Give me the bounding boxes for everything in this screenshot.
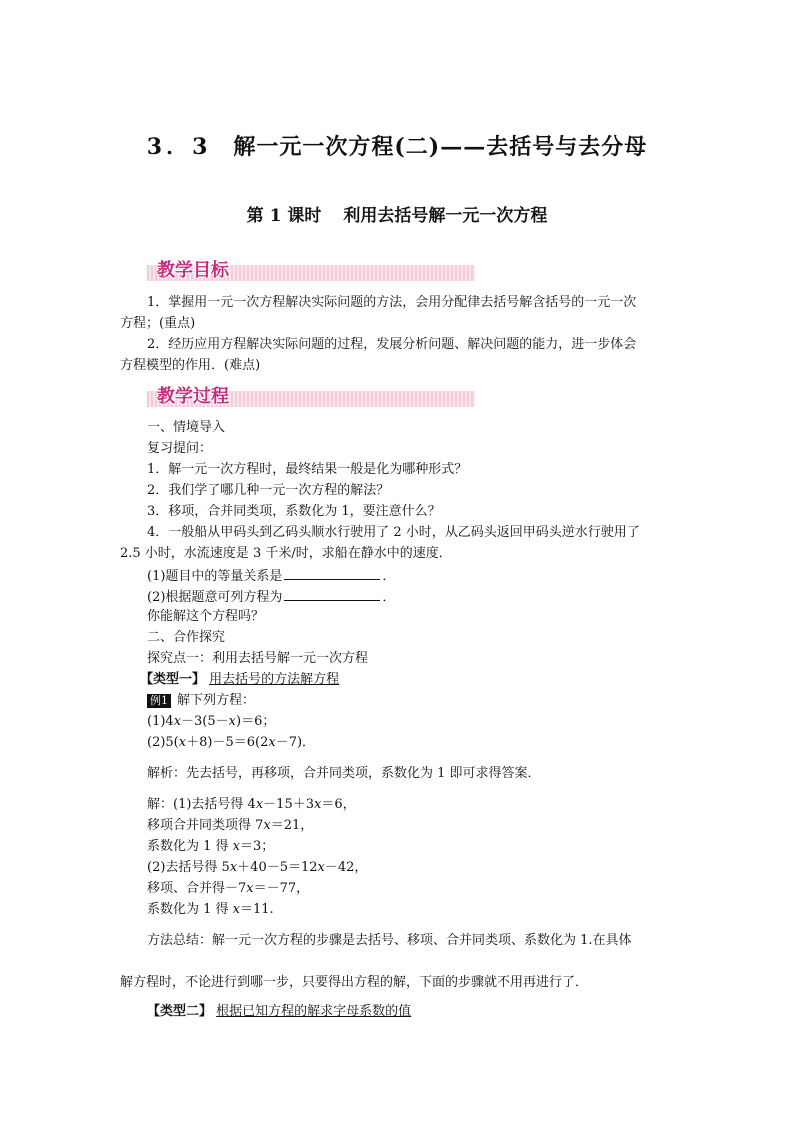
sol-var: x	[229, 860, 238, 875]
method-summary-line-1: 方法总结：解一元一次方程的步骤是去括号、移项、合并同类项、系数化为 1.在具体	[147, 933, 632, 948]
solution-line-1	[147, 797, 356, 813]
question-4-line-1: 4．一般船从甲码头到乙码头顺水行驶用了 2 小时，从乙码头返回甲码头逆水行驶用了	[147, 525, 640, 540]
eq-part: )＝6；	[236, 714, 276, 729]
sol-var: x	[246, 881, 254, 896]
sol-part: (2)去括号得 5	[147, 860, 230, 875]
sol-part: －15＋3	[263, 797, 314, 812]
question-3: 3．移项，合并同类项，系数化为 1，要注意什么？	[147, 504, 441, 519]
sol-part: 系数化为 1 得	[147, 902, 233, 917]
section-number: 3．3	[146, 134, 212, 160]
section-2-heading: 二、合作探究	[147, 630, 226, 645]
lesson-title: 利用去括号解一元一次方程	[343, 206, 548, 226]
section-1-heading: 一、情境导入	[147, 420, 226, 435]
type-1-tag: 【类型一】	[140, 672, 206, 687]
sol-part: 移项、合并得－7	[147, 881, 247, 896]
question-4-line-2: 2.5 小时，水流速度是 3 千米/时，求船在静水中的速度．	[120, 546, 452, 561]
question-2: 2．我们学了哪几种一元一次方程的解法？	[147, 483, 390, 498]
goal-2-line-2: 方程模型的作用．(难点)	[120, 358, 261, 373]
period: ．	[382, 590, 396, 605]
example-1	[147, 693, 255, 709]
goal-1-line-2: 方程；(重点)	[120, 316, 196, 331]
sol-var: x	[232, 839, 241, 854]
goals-banner-label: 教学目标	[157, 260, 229, 281]
sol-part: ＝－77，	[253, 881, 310, 896]
sol-part: 移项合并同类项得 7	[147, 818, 264, 833]
lesson-number: 第 1 课时	[246, 206, 322, 226]
sol-part: ＝11.	[240, 902, 274, 917]
question-4b-text: (2)根据题意可列方程为	[147, 590, 283, 605]
equation-2	[147, 735, 315, 751]
explore-point-1: 探究点一：利用去括号解一元一次方程	[147, 651, 369, 666]
eq-part: －3(5－	[181, 714, 229, 729]
sol-var: x	[263, 818, 271, 833]
section-title: 解一元一次方程(二)——去括号与去分母	[233, 134, 648, 160]
process-banner	[147, 385, 475, 409]
question-1: 1．解一元一次方程时，最终结果一般是化为哪种形式？	[147, 462, 468, 477]
equation-1	[147, 714, 275, 730]
eq-var: x	[268, 735, 276, 750]
eq-var: x	[173, 714, 182, 729]
eq-var: x	[178, 735, 187, 750]
method-summary-line-2: 解方程时，不论进行到哪一步，只要得出方程的解，下面的步骤就不用再进行了．	[120, 975, 589, 990]
example-badge: 例1	[147, 694, 171, 708]
eq-part: ＋8)－5＝6(2	[186, 735, 269, 750]
sol-var: x	[255, 797, 264, 812]
period: ．	[382, 569, 396, 584]
goal-1-line-1: 1．掌握用一元一次方程解决实际问题的方法，会用分配律去括号解含括号的一元一次	[147, 295, 637, 310]
question-4b	[147, 588, 395, 606]
ask-line: 你能解这个方程吗？	[147, 609, 265, 624]
type-2-tag: 【类型二】	[147, 1004, 213, 1019]
eq-part: (2)5(	[147, 735, 179, 750]
sol-part: ＝21，	[270, 818, 314, 833]
sol-part: 解：(1)去括号得 4	[147, 797, 256, 812]
goals-banner	[147, 259, 475, 283]
type-2-text: 根据已知方程的解求字母系数的值	[216, 1004, 412, 1019]
sol-part: ＋40－5＝12	[237, 860, 318, 875]
sol-part: 系数化为 1 得	[147, 839, 233, 854]
eq-var: x	[228, 714, 236, 729]
goal-2-line-1: 2．经历应用方程解决实际问题的过程，发展分析问题、解决问题的能力，进一步体会	[147, 337, 637, 352]
sol-part: ＝6，	[321, 797, 356, 812]
sol-var: x	[232, 902, 241, 917]
page-title	[0, 130, 794, 161]
solution-line-3	[147, 839, 274, 855]
eq-part: －7)．	[275, 735, 316, 750]
process-banner-label: 教学过程	[157, 386, 229, 407]
answer-blank[interactable]	[284, 588, 380, 601]
solution-line-4	[147, 860, 367, 876]
question-4a-text: (1)题目中的等量关系是	[147, 569, 283, 584]
example-text: 解下列方程：	[177, 693, 256, 708]
solution-line-6	[147, 902, 274, 918]
analysis: 解析：先去括号，再移项，合并同类项，系数化为 1 即可求得答案．	[147, 766, 541, 781]
type-1-heading	[140, 672, 339, 688]
lesson-subtitle	[0, 201, 794, 226]
sol-part: ＝3；	[240, 839, 275, 854]
answer-blank[interactable]	[284, 567, 380, 580]
type-2-heading	[147, 1004, 411, 1020]
question-4a	[147, 567, 395, 585]
solution-line-5	[147, 881, 309, 897]
solution-line-2	[147, 818, 313, 834]
sol-var: x	[317, 860, 325, 875]
sol-part: －42，	[324, 860, 368, 875]
review-label: 复习提问：	[147, 441, 213, 456]
eq-part: (1)4	[147, 714, 174, 729]
sol-var: x	[314, 797, 322, 812]
type-1-text: 用去括号的方法解方程	[209, 672, 340, 687]
